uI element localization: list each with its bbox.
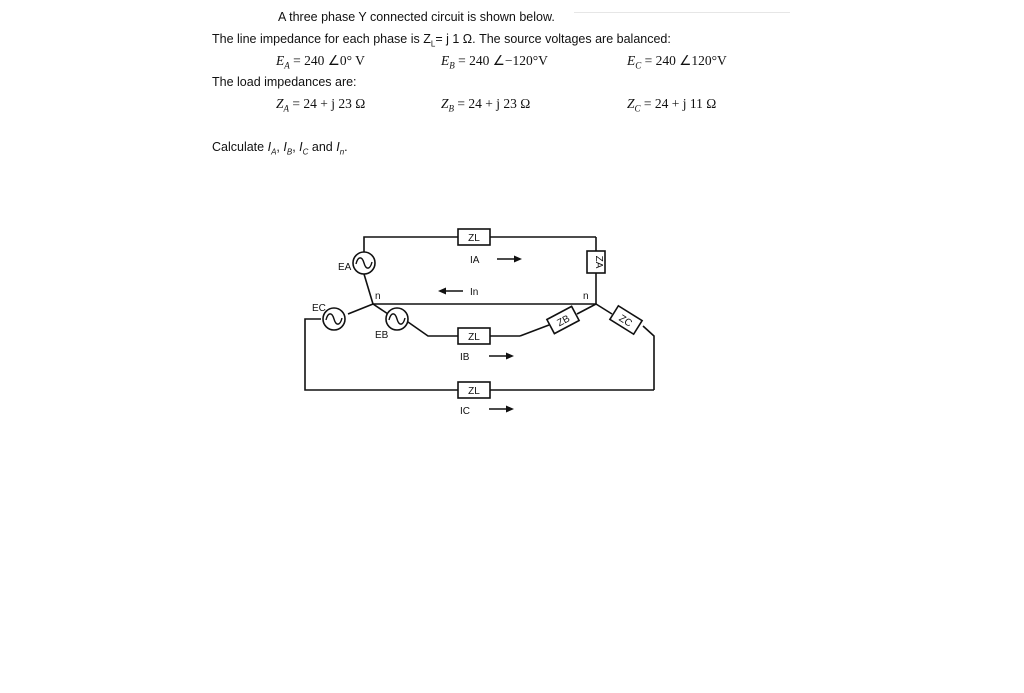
ea-equation: $E_A = 240$ ∠0° V — [276, 53, 365, 71]
eb-label: EB — [375, 330, 389, 341]
n-load-label: n — [583, 291, 589, 302]
ib-arrow — [489, 353, 514, 360]
eb-equation: $E_B = 240$ ∠−120°V — [441, 53, 548, 71]
source-ea — [353, 252, 375, 274]
load-impedance-b — [547, 306, 579, 333]
ib-label: IB — [460, 352, 470, 363]
line-impedance-c — [458, 382, 490, 398]
load-heading: The load impedances are: — [212, 75, 357, 89]
zb-equation: $Z_B = 24 + j$ 23 Ω — [441, 96, 531, 114]
za-box-label: ZA — [593, 255, 604, 269]
ia-arrow — [497, 256, 522, 263]
ic-label: IC — [460, 406, 470, 417]
zc-equation: $Z_C = 24 + j$ 11 Ω — [627, 96, 717, 114]
load-impedance-a — [587, 251, 605, 273]
load-impedance-c — [610, 306, 642, 334]
in-label: In — [470, 287, 479, 298]
zl-label-b: ZL — [468, 332, 480, 343]
line-impedance-a — [458, 229, 490, 245]
ia-label: IA — [470, 255, 480, 266]
zl-label-a: ZL — [468, 233, 480, 244]
ea-label: EA — [338, 262, 352, 273]
zb-box-label: ZB — [555, 313, 572, 330]
zl-label-c: ZL — [468, 386, 480, 397]
line-impedance-b — [458, 328, 490, 344]
line-impedance-text: The line impedance for each phase is $Z_L= j$ 1 Ω. The source voltages are balanced: — [212, 32, 671, 49]
ec-equation: $E_C = 240$ ∠120°V — [627, 53, 727, 71]
source-eb — [386, 308, 408, 330]
ec-label: EC — [312, 303, 326, 314]
calculate-instruction: Calculate $I_A$, $I_B$, $I_C$ and $I_n$. — [212, 140, 348, 157]
problem-title: A three phase Y connected circuit is shown below. — [278, 10, 555, 24]
ic-arrow — [489, 406, 514, 413]
za-equation: $Z_A = 24 + j$ 23 Ω — [276, 96, 366, 114]
in-arrow — [438, 288, 463, 295]
n-source-label: n — [375, 291, 381, 302]
source-ec — [323, 308, 345, 330]
zc-box-label: ZC — [616, 313, 634, 330]
